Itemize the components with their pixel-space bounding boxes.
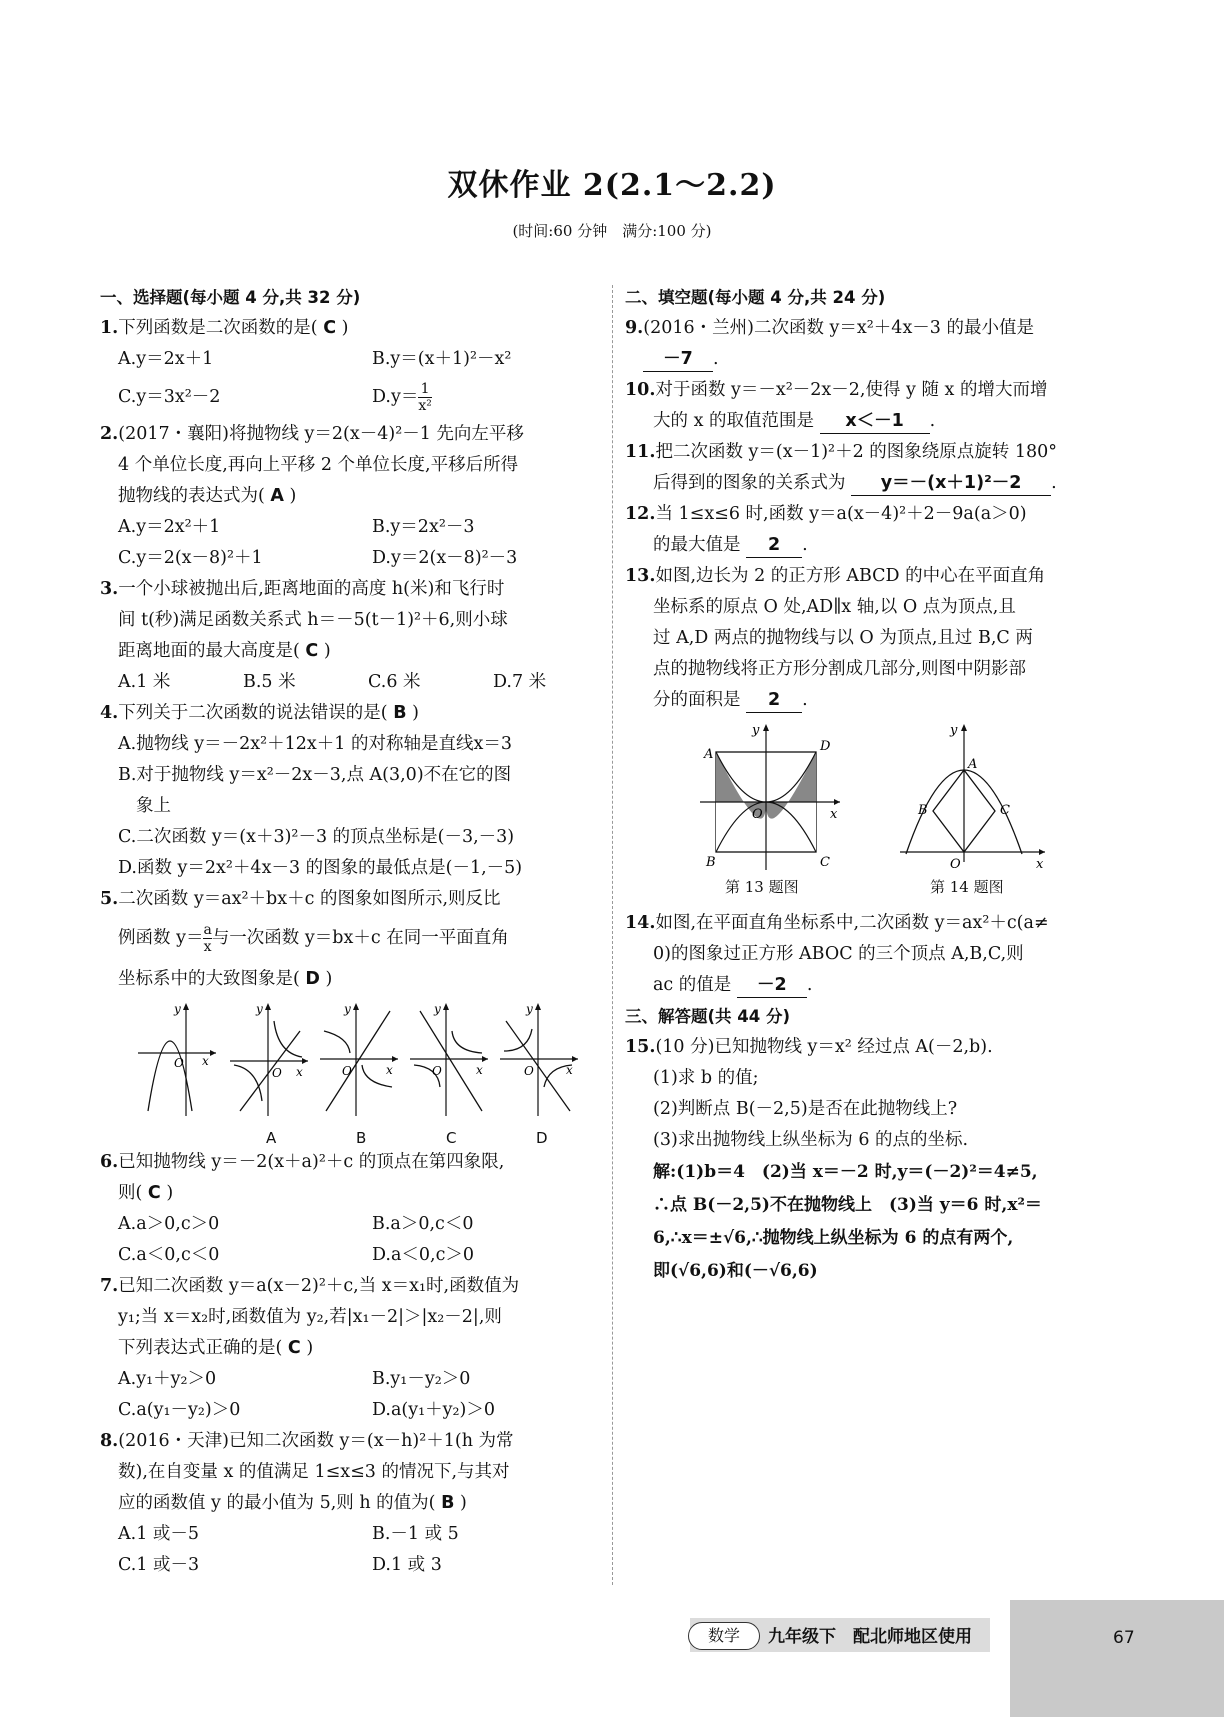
option-b: B.对于抛物线 y＝x²－2x－3,点 A(3,0)不在它的图 bbox=[118, 765, 512, 785]
option-c: C.1 或－3 bbox=[118, 1555, 200, 1575]
question-number: 5. bbox=[100, 889, 119, 909]
footer-text: 九年级下 配北师地区使用 bbox=[768, 1627, 972, 1647]
question-line: 如图,边长为 2 的正方形 ABCD 的中心在平面直角 bbox=[655, 566, 1046, 586]
question-line: 点的抛物线将正方形分割成几部分,则图中阴影部 bbox=[653, 659, 1027, 679]
svg-text:y: y bbox=[256, 1002, 263, 1016]
svg-text:O: O bbox=[524, 1064, 534, 1078]
svg-text:C: C bbox=[1000, 803, 1010, 818]
svg-text:x: x bbox=[830, 807, 838, 822]
question-line: y₁;当 x＝x₂时,函数值为 y₂,若|x₁－2|＞|x₂－2|,则 bbox=[118, 1307, 502, 1327]
question-line: 把二次函数 y＝(x－1)²＋2 的图象绕原点旋转 180° bbox=[655, 442, 1057, 462]
svg-text:O: O bbox=[432, 1064, 442, 1078]
option-b: B.5 米 bbox=[243, 672, 296, 692]
figure-row bbox=[625, 716, 1130, 896]
page-number: 67 bbox=[1113, 1628, 1135, 1648]
question-number: 4. bbox=[100, 703, 119, 723]
question-12: 12.当 1≤x≤6 时,函数 y＝a(x－4)²＋2－9a(a＞0) 的最大值是 2 . bbox=[625, 499, 1130, 561]
question-line: 距离地面的最大高度是( C ) bbox=[118, 641, 331, 661]
svg-text:x: x bbox=[1036, 857, 1044, 872]
svg-text:x: x bbox=[386, 1063, 393, 1077]
solution-line: 6,∴x＝±√6,∴抛物线上纵坐标为 6 的点有两个, bbox=[653, 1228, 1014, 1248]
graph-a bbox=[230, 1001, 310, 1119]
svg-text:O: O bbox=[752, 807, 763, 822]
question-4: 4.下列关于二次函数的说法错误的是( B ) A.抛物线 y＝－2x²＋12x＋1 的对称轴是直线x＝3 B.对于抛物线 y＝x²－2x－3,点 A(3,0)不在它的图 象上 C.二次函数 y＝(x＋3)²－3 的顶点坐标是(－3,－3) D.函数 y＝2x²＋4x－3 的图象的最低点是(－1,－5) bbox=[100, 698, 600, 884]
svg-text:O: O bbox=[272, 1066, 282, 1080]
svg-text:A: A bbox=[704, 747, 714, 762]
svg-text:y: y bbox=[526, 1002, 533, 1016]
part-1: (1)求 b 的值; bbox=[653, 1068, 759, 1088]
options bbox=[100, 1209, 600, 1271]
answer: B bbox=[393, 703, 407, 723]
option-d: D.y＝2(x－8)²－3 bbox=[372, 548, 518, 568]
question-line: 已知抛物线 y＝－2(x＋a)²＋c 的顶点在第四象限, bbox=[118, 1152, 505, 1172]
answer: C bbox=[305, 641, 319, 661]
question-line: 间 t(秒)满足函数关系式 h＝－5(t－1)²＋6,则小球 bbox=[118, 610, 508, 630]
question-11: 11.把二次函数 y＝(x－1)²＋2 的图象绕原点旋转 180° 后得到的图象的关系式为 y＝－(x＋1)²－2 . bbox=[625, 437, 1130, 499]
graph-d bbox=[500, 1001, 580, 1119]
question-line: 二次函数 y＝ax²＋bx＋c 的图象如图所示,则反比 bbox=[118, 889, 501, 909]
section-title: 一、选择题(每小题 4 分,共 32 分) bbox=[100, 288, 361, 307]
question-line: 应的函数值 y 的最小值为 5,则 h 的值为( B ) bbox=[118, 1493, 467, 1513]
option-c: C.a＜0,c＜0 bbox=[118, 1245, 220, 1265]
option-d: D.y＝ $\frac{1}{\text{x²}}$ bbox=[372, 381, 432, 414]
question-3 bbox=[100, 574, 600, 698]
svg-text:C: C bbox=[820, 855, 830, 870]
parabola-graph bbox=[138, 1001, 218, 1119]
option-a: A.a＞0,c＞0 bbox=[118, 1214, 220, 1234]
question-line: 例函数 y＝ $\frac{a}{x}$ 与一次函数 y＝bx＋c 在同一平面直角 bbox=[118, 922, 509, 955]
option-graphs bbox=[100, 1001, 600, 1147]
option-b: B.y₁－y₂＞0 bbox=[372, 1369, 471, 1389]
question-line: 下列表达式正确的是( C ) bbox=[118, 1338, 314, 1358]
figure-14-caption: 第 14 题图 bbox=[930, 878, 1004, 896]
solution-line: 解:(1)b＝4 (2)当 x＝－2 时,y＝(－2)²＝4≠5, bbox=[653, 1162, 1038, 1182]
graph-label-a: A bbox=[266, 1129, 277, 1147]
option-a: A.1 米 bbox=[118, 672, 171, 692]
svg-text:B: B bbox=[918, 803, 928, 818]
option-b: B.a＞0,c＜0 bbox=[372, 1214, 474, 1234]
options bbox=[100, 1364, 600, 1426]
question-number: 15. bbox=[625, 1037, 656, 1057]
options bbox=[100, 344, 600, 419]
page-title: 双休作业 2(2.1～2.2) bbox=[447, 168, 777, 203]
question-number: 10. bbox=[625, 380, 656, 400]
svg-text:y: y bbox=[950, 723, 958, 738]
question-line: 4 个单位长度,再向上平移 2 个单位长度,平移后所得 bbox=[118, 455, 519, 475]
svg-text:y: y bbox=[434, 1002, 441, 1016]
figure-13-caption: 第 13 题图 bbox=[725, 878, 799, 896]
option-a: A.y＝2x²＋1 bbox=[118, 517, 221, 537]
answer-blank: y＝－(x＋1)²－2 bbox=[851, 471, 1051, 496]
question-text: (10 分)已知抛物线 y＝x² 经过点 A(－2,b). bbox=[655, 1037, 993, 1057]
option-b: B.y＝(x＋1)²－x² bbox=[372, 349, 512, 369]
question-line: 0)的图象过正方形 ABOC 的三个顶点 A,B,C,则 bbox=[653, 944, 1024, 964]
svg-text:x: x bbox=[296, 1065, 303, 1079]
left-column bbox=[100, 282, 600, 1581]
section-title: 二、填空题(每小题 4 分,共 24 分) bbox=[625, 288, 886, 307]
svg-text:O: O bbox=[950, 857, 961, 872]
option-d: D.7 米 bbox=[493, 672, 547, 692]
answer: A bbox=[270, 486, 284, 506]
graph-c bbox=[410, 1001, 490, 1119]
part-2: (2)判断点 B(－2,5)是否在此抛物线上? bbox=[653, 1099, 958, 1119]
answer-blank: 2 bbox=[746, 688, 802, 713]
right-column bbox=[625, 282, 1130, 1288]
svg-text:x: x bbox=[202, 1054, 209, 1068]
question-13: 13.如图,边长为 2 的正方形 ABCD 的中心在平面直角 坐标系的原点 O 处,AD∥x 轴,以 O 点为顶点,且 过 A,D 两点的抛物线与以 O 为顶点,且过 B,C 两 点的抛物线将正方形分割成几部分,则图中阴影部 分的面积是 2 . bbox=[625, 561, 1130, 716]
svg-text:y: y bbox=[174, 1002, 181, 1016]
question-14: 14.如图,在平面直角坐标系中,二次函数 y＝ax²＋c(a≠ 0)的图象过正方形 ABOC 的三个顶点 A,B,C,则 ac 的值是 －2 . bbox=[625, 908, 1130, 1001]
option-d: D.a(y₁＋y₂)＞0 bbox=[372, 1400, 495, 1420]
svg-text:x: x bbox=[476, 1063, 483, 1077]
figure-14 bbox=[900, 722, 1060, 872]
question-text: 下列关于二次函数的说法错误的是( bbox=[118, 703, 388, 723]
option-d: D.函数 y＝2x²＋4x－3 的图象的最低点是(－1,－5) bbox=[118, 858, 523, 878]
svg-text:D: D bbox=[820, 739, 831, 754]
options bbox=[100, 667, 600, 698]
option-a: A.y＝2x＋1 bbox=[118, 349, 214, 369]
subject-badge: 数学 bbox=[688, 1622, 760, 1650]
question-number: 6. bbox=[100, 1152, 119, 1172]
graph-label-c: C bbox=[446, 1129, 457, 1147]
option-c: C.6 米 bbox=[368, 672, 421, 692]
options bbox=[100, 1519, 600, 1581]
question-line: 抛物线的表达式为( A ) bbox=[118, 486, 297, 506]
answer: C bbox=[147, 1183, 161, 1203]
solution-line: ∴点 B(－2,5)不在抛物线上 (3)当 y＝6 时,x²＝ bbox=[653, 1195, 1042, 1215]
question-8 bbox=[100, 1426, 600, 1581]
svg-text:y: y bbox=[752, 723, 760, 738]
question-2 bbox=[100, 419, 600, 574]
svg-text:O: O bbox=[174, 1056, 184, 1070]
part-3: (3)求出抛物线上纵坐标为 6 的点的坐标. bbox=[653, 1130, 969, 1150]
question-number: 3. bbox=[100, 579, 119, 599]
option-c: C.y＝3x²－2 bbox=[118, 387, 221, 407]
question-line: 对于函数 y＝－x²－2x－2,使得 y 随 x 的增大而增 bbox=[655, 380, 1048, 400]
question-number: 13. bbox=[625, 566, 656, 586]
answer: D bbox=[305, 969, 320, 989]
footer-corner bbox=[1010, 1600, 1224, 1717]
question-line: 一个小球被抛出后,距离地面的高度 h(米)和飞行时 bbox=[118, 579, 505, 599]
question-number: 14. bbox=[625, 913, 656, 933]
question-line: 当 1≤x≤6 时,函数 y＝a(x－4)²＋2－9a(a＞0) bbox=[655, 504, 1027, 524]
option-a: A.1 或－5 bbox=[118, 1524, 200, 1544]
question-text: 下列函数是二次函数的是( bbox=[118, 318, 318, 338]
question-number: 7. bbox=[100, 1276, 119, 1296]
graph-label-d: D bbox=[536, 1129, 548, 1147]
question-9: 9.(2016・兰州)二次函数 y＝x²＋4x－3 的最小值是 －7 . bbox=[625, 313, 1130, 375]
question-line: 则( C ) bbox=[118, 1183, 174, 1203]
answer-blank: －7 bbox=[643, 347, 713, 372]
page-subtitle: (时间:60 分钟 满分:100 分) bbox=[512, 222, 712, 240]
option-c: C.a(y₁－y₂)＞0 bbox=[118, 1400, 241, 1420]
question-number: 9. bbox=[625, 318, 644, 338]
graph-label-b: B bbox=[356, 1129, 367, 1147]
question-1 bbox=[100, 313, 600, 419]
options bbox=[100, 512, 600, 574]
svg-text:B: B bbox=[706, 855, 716, 870]
option-b: B.y＝2x²－3 bbox=[372, 517, 475, 537]
column-divider bbox=[612, 285, 613, 1585]
question-15 bbox=[625, 1032, 1130, 1288]
question-line: (2017・襄阳)将抛物线 y＝2(x－4)²－1 先向左平移 bbox=[118, 424, 524, 444]
question-line: 已知二次函数 y＝a(x－2)²＋c,当 x＝x₁时,函数值为 bbox=[118, 1276, 520, 1296]
section-title: 三、解答题(共 44 分) bbox=[625, 1007, 791, 1026]
question-5 bbox=[100, 884, 600, 1147]
option-c: C.y＝2(x－8)²＋1 bbox=[118, 548, 263, 568]
option-d: D.a＜0,c＞0 bbox=[372, 1245, 475, 1265]
question-line: 如图,在平面直角坐标系中,二次函数 y＝ax²＋c(a≠ bbox=[655, 913, 1049, 933]
option-a: A.抛物线 y＝－2x²＋12x＋1 的对称轴是直线x＝3 bbox=[118, 734, 513, 754]
question-number: 11. bbox=[625, 442, 656, 462]
question-line: 坐标系的原点 O 处,AD∥x 轴,以 O 点为顶点,且 bbox=[653, 597, 1016, 617]
answer: B bbox=[441, 1493, 455, 1513]
fraction: $\frac{1}{\text{x²}}$ bbox=[418, 381, 432, 414]
fraction: $\frac{a}{x}$ bbox=[203, 922, 212, 955]
question-number: 12. bbox=[625, 504, 656, 524]
question-10: 10.对于函数 y＝－x²－2x－2,使得 y 随 x 的增大而增 大的 x 的取值范围是 x＜－1 . bbox=[625, 375, 1130, 437]
paren: ) bbox=[341, 318, 349, 338]
answer-blank: 2 bbox=[746, 533, 802, 558]
option-b: B.－1 或 5 bbox=[372, 1524, 459, 1544]
question-line: 过 A,D 两点的抛物线与以 O 为顶点,且过 B,C 两 bbox=[653, 628, 1033, 648]
option-c: C.二次函数 y＝(x＋3)²－3 的顶点坐标是(－3,－3) bbox=[118, 827, 515, 847]
svg-text:y: y bbox=[344, 1002, 351, 1016]
question-line: 坐标系中的大致图象是( D ) bbox=[118, 969, 333, 989]
option-d: D.1 或 3 bbox=[372, 1555, 442, 1575]
question-line: (2016・兰州)二次函数 y＝x²＋4x－3 的最小值是 bbox=[643, 318, 1035, 338]
svg-text:O: O bbox=[342, 1064, 352, 1078]
option-a: A.y₁＋y₂＞0 bbox=[118, 1369, 217, 1389]
option-b-cont: 象上 bbox=[136, 796, 171, 816]
question-line: 数),在自变量 x 的值满足 1≤x≤3 的情况下,与其对 bbox=[118, 1462, 510, 1482]
answer-blank: x＜－1 bbox=[820, 409, 930, 434]
question-7 bbox=[100, 1271, 600, 1426]
svg-text:A: A bbox=[968, 757, 978, 772]
answer: C bbox=[323, 318, 337, 338]
question-6 bbox=[100, 1147, 600, 1271]
question-number: 1. bbox=[100, 318, 119, 338]
figure-13 bbox=[690, 722, 850, 872]
graph-b bbox=[320, 1001, 400, 1119]
solution-line: 即(√6,6)和(－√6,6) bbox=[653, 1261, 818, 1281]
answer-blank: －2 bbox=[737, 973, 807, 998]
question-number: 8. bbox=[100, 1431, 119, 1451]
svg-text:x: x bbox=[566, 1063, 573, 1077]
question-number: 2. bbox=[100, 424, 119, 444]
answer: C bbox=[287, 1338, 301, 1358]
question-line: (2016・天津)已知二次函数 y＝(x－h)²＋1(h 为常 bbox=[118, 1431, 514, 1451]
